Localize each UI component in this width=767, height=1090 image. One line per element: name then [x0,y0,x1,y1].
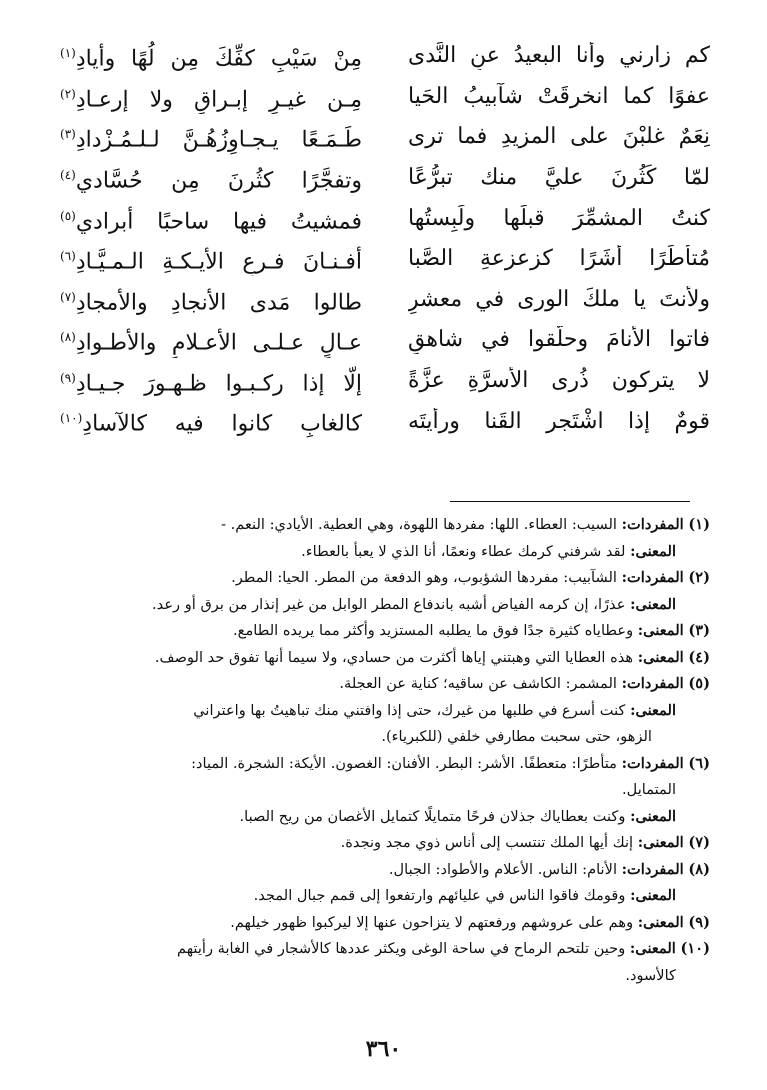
footnote-line [58,830,710,857]
verse-line [60,401,710,442]
footnote-line [58,565,710,592]
footnote-label: المفردات: [621,516,684,533]
footnote-line [58,539,710,566]
first-hemistich: لا يتركون ذُرى الأسرَّةِ عزَّةً [408,368,710,394]
footnote-text: الزهو، حتى سحبت مطارفي خلفي (للكبرياء). [381,728,652,745]
second-hemistich-text: طالوا مَدى الأنجادِ والأمجادِ [75,290,362,316]
footnote-line [58,936,710,963]
second-hemistich [60,161,362,195]
second-hemistich-text: فمشيتُ فيها ساحبًا أبرادي [75,208,362,234]
footnote-line [58,671,710,698]
footnote-text: وعطاياه كثيرة جدًا فوق ما يطلبه المستزيد وأكثر مما يريده الطامع. [233,622,634,639]
first-hemistich: مُتأطِّرًا أشَرًا كزعزعةِ الصَّبا [408,246,710,272]
second-hemistich [60,39,362,73]
footnote-label: المعنى: [630,887,676,904]
verse-line [60,36,710,77]
first-hemistich: عفوًا كما انخرقَتْ شآبيبُ الحَيا [408,83,710,109]
verse-line [60,280,710,321]
second-hemistich-text: إلّا إذا ركـبـوا ظـهـورَ جـيـادِ [75,371,362,397]
footnote-number: (١٠) [680,940,710,957]
verse-line [60,117,710,158]
footnote-label: المعنى: [630,701,676,719]
footnote-number: (١) [688,516,710,533]
second-hemistich-text: مِـن غيـرِ إبـراقٍ ولا إرعـادِ [75,87,362,113]
footnote-label: المعنى: [630,542,676,560]
footnote-number: (٢) [688,569,710,586]
second-hemistich-text: عـالٍ عـلـى الأعـلامِ والأطـوادِ [75,330,362,356]
footnote-line [58,512,710,539]
footnote-marker: (٣) [60,127,76,142]
first-hemistich: كم زارني وأنا البعيدُ عنِ النَّدى [408,43,710,69]
footnote-text: هذه العطايا التي وهبتني إياها أكثرت من حسادي، ولا سيما أنها تفوق حد الوصف. [154,648,634,666]
second-hemistich-text: مِنْ سَيْبِ كفِّكَ مِن لُهًا وأيادِ [75,46,362,72]
first-hemistich: ولأنتَ يا ملكَ الورى في معشرٍ [408,286,710,312]
footnote-number: (٤) [688,648,710,666]
first-hemistich: قومٌ إذا اشْتَجر القَنا ورأيتَه [408,408,710,434]
footnote-line [58,592,710,619]
footnote-text: لقد شرفني كرمك عطاء ونعمًا، أنا الذي لا يعبأ بالعطاء. [301,542,626,560]
verse-line [60,361,710,402]
footnote-label: المعنى: [630,595,676,613]
footnote-marker: (٦) [60,249,76,264]
footnote-text: عذرًا، إن كرمه الفياض أشبه باندفاع المطر الوابل من غير إنذار من برق أو رعد. [152,595,626,613]
footnote-number: (٣) [688,622,710,639]
footnote-text: وكنت بعطاياك جذلان فرحًا متمايلًا كتمايل الأغصان من ريح الصبا. [239,807,626,825]
footnote-line [58,645,710,672]
first-hemistich: نِعَمٌ غلبْنَ على المزيدِ فما ترى [408,124,710,150]
footnote-number: (٩) [688,913,710,931]
footnote-text: المشمر: الكاشف عن ساقيه؛ كناية عن العجلة. [339,675,617,692]
footnote-separator [450,501,690,502]
footnote-line [58,724,710,751]
footnote-line [58,883,710,910]
second-hemistich [60,323,362,357]
second-hemistich [60,404,362,438]
footnote-marker: (٨) [60,330,76,345]
footnote-line [58,698,710,725]
footnote-label: المفردات: [621,675,684,692]
footnote-text: إنك أيها الملك تنتسب إلى أناس ذوي مجد ونجدة. [340,834,634,851]
second-hemistich [60,120,362,154]
footnote-text: وقومك فاقوا الناس في عليائهم وارتفعوا إلى قمم جبال المجد. [253,887,626,904]
footnote-text: وحين تلتحم الرماح في ساحة الوغى ويكثر عددها كالأشجار في الغابة رأيتهم [176,940,626,957]
verse-line [60,77,710,118]
second-hemistich-text: طَـمَـعًا يـجـاوِزُهُـنَّ لـلـمُـزْدادِ [75,127,362,153]
verse-line [60,158,710,199]
footnote-marker: (٢) [60,86,76,101]
footnote-label: المعنى: [637,648,684,666]
footnote-label: المعنى: [637,622,684,639]
footnote-marker: (١٠) [60,411,83,426]
footnote-marker: (٤) [60,167,76,182]
first-hemistich: لمّا كَثُرنَ عليَّ منك تبرُّعًا [408,165,710,191]
footnote-text: الأنام: الناس. الأعلام والأطواد: الجبال. [388,860,617,878]
footnote-number: (٨) [688,860,710,878]
footnote-line [58,804,710,831]
footnote-number: (٧) [688,834,710,851]
second-hemistich-text: كالغابِ كانوا فيه كالآسادِ [82,411,362,437]
footnote-line [58,910,710,937]
footnote-label: المفردات: [621,860,684,878]
page-number: ٣٦٠ [365,1036,402,1062]
second-hemistich-text: أفـنـانَ فـرعِ الأيـكـةِ الـمـيَّـادِ [75,249,362,275]
footnote-text: كنت أسرع في طلبها من غيرك، حتى إذا وافتني منك تباهيتُ بها واعتراني [193,701,626,719]
footnote-label: المعنى: [630,807,676,825]
footnote-line [58,963,710,990]
footnote-line [58,618,710,645]
footnote-text: كالأسود. [625,966,676,984]
footnote-marker: (١) [60,46,76,61]
footnote-number: (٥) [688,675,710,692]
footnote-label: المعنى: [637,834,684,851]
verse-line [60,239,710,280]
footnote-marker: (٩) [60,370,76,385]
second-hemistich [60,202,362,236]
second-hemistich [60,242,362,276]
poem-block [60,36,710,442]
second-hemistich [60,80,362,114]
second-hemistich [60,364,362,398]
footnote-text: متأطرًا: متعطفًا. الأشر: البطر. الأفنان: الغصون. الأيكة: الشجرة. المياد: [191,754,617,772]
verse-line [60,198,710,239]
verse-line [60,320,710,361]
footnote-line [58,777,710,804]
footnote-label: المفردات: [621,754,684,772]
footnote-marker: (٧) [60,289,76,304]
first-hemistich: كنتُ المشمِّرَ قبلَها ولَبِستُها [408,205,710,231]
footnote-label: المعنى: [637,913,684,931]
footnotes-block [58,512,710,989]
second-hemistich [60,283,362,317]
footnote-line [58,857,710,884]
footnote-marker: (٥) [60,208,76,223]
footnote-text: الشآبيب: مفردها الشؤبوب، وهو الدفعة من المطر. الحيا: المطر. [231,569,617,586]
footnote-line [58,751,710,778]
footnote-label: المعنى: [629,940,676,957]
footnote-text: وهم على عروشهم ورفعتهم لا يتزاحون عنها إلا ليركبوا ظهور خيلهم. [230,913,634,931]
footnote-number: (٦) [688,754,710,772]
first-hemistich: فاتوا الأنامَ وحلَّقوا في شاهقٍ [408,327,710,353]
footnote-label: المفردات: [621,569,684,586]
second-hemistich-text: وتفجَّرًا كثُرنَ مِن حُسَّادي [75,168,362,194]
footnote-text: المتمايل. [622,781,676,798]
footnote-text: السيب: العطاء. اللها: مفردها اللهوة، وهي العطية. الأيادي: النعم. - [221,516,617,533]
